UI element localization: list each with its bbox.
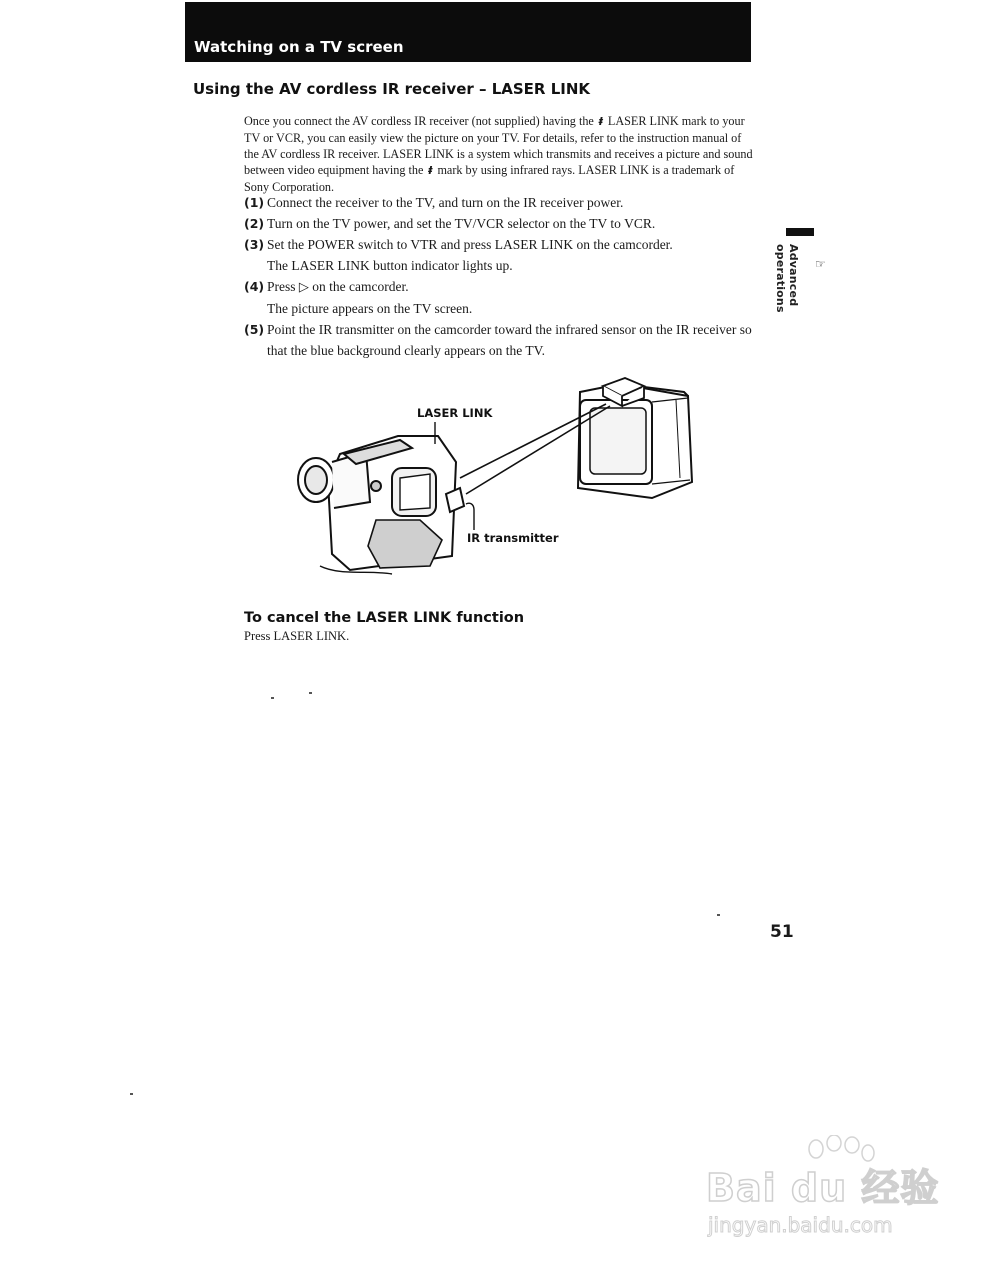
watermark-brand: Bai du 经验 — [706, 1166, 940, 1210]
step-number: (5) — [244, 322, 265, 337]
intro-text-a: Once you connect the AV cordless IR receiver (not supplied) having the — [244, 114, 594, 128]
scan-speck — [130, 1093, 133, 1095]
step-number: (3) — [244, 237, 265, 252]
step-number: (2) — [244, 216, 265, 231]
page-header-title: Watching on a TV screen — [194, 38, 404, 56]
play-icon: ▷ — [298, 280, 309, 295]
side-hand-icon: ☞ — [815, 257, 826, 271]
step-2 — [244, 213, 764, 234]
callout-laser-link: LASER LINK — [417, 406, 493, 420]
callout-ir-transmitter: IR transmitter — [467, 531, 559, 545]
illustration-drawing — [280, 370, 720, 585]
step-text-pre: Press — [267, 279, 296, 294]
steps-list — [244, 192, 764, 361]
intro-text-b: LASER LINK mark to your TV or VCR, you can easily view the picture on your TV. For details, refer to the instruction manual of the AV cordless IR receiver. LASER LINK is a system which transmits and receives a picture and sound between video equipment having the — [244, 114, 753, 177]
scan-speck — [309, 692, 312, 694]
baidu-watermark — [706, 1135, 946, 1245]
step-1 — [244, 192, 764, 213]
side-section-label: Advanced operations — [774, 244, 800, 313]
page-number: 51 — [770, 922, 794, 942]
cancel-text: Press LASER LINK. — [244, 629, 350, 643]
step-4 — [244, 276, 764, 319]
intro-paragraph — [244, 113, 754, 195]
camcorder-icon — [298, 436, 464, 574]
scan-speck — [271, 697, 274, 699]
laser-link-illustration — [280, 370, 720, 585]
callout-line-ir-transmitter — [466, 503, 474, 530]
step-5 — [244, 319, 764, 361]
watermark-url: jingyan.baidu.com — [708, 1213, 893, 1237]
step-note: The LASER LINK button indicator lights up. — [267, 258, 513, 273]
step-text: Connect the receiver to the TV, and turn on the IR receiver power. — [267, 195, 624, 210]
intro-text-c: mark by using infrared rays. LASER LINK is a trademark of Sony Corporation. — [244, 163, 735, 194]
side-tab-marker — [786, 228, 814, 236]
step-text: Set the POWER switch to VTR and press LASER LINK on the camcorder. — [267, 237, 673, 252]
header-bar — [185, 2, 751, 62]
cancel-subtitle: To cancel the LASER LINK function — [244, 610, 525, 626]
laser-link-mark-icon-2: ⱡ — [428, 164, 433, 177]
step-number: (4) — [244, 279, 265, 294]
section-title: Using the AV cordless IR receiver – LASER LINK — [193, 80, 591, 98]
scan-speck — [717, 914, 720, 916]
step-text: Turn on the TV power, and set the TV/VCR selector on the TV to VCR. — [267, 216, 656, 231]
step-note: The picture appears on the TV screen. — [267, 301, 473, 316]
laser-link-mark-icon: ⱡ — [598, 115, 603, 128]
step-3 — [244, 234, 764, 276]
step-text-post: on the camcorder. — [312, 279, 409, 294]
step-text: Point the IR transmitter on the camcorder toward the infrared sensor on the IR receiver so that the blue background clearly appears on the TV. — [267, 322, 752, 358]
step-number: (1) — [244, 195, 265, 210]
